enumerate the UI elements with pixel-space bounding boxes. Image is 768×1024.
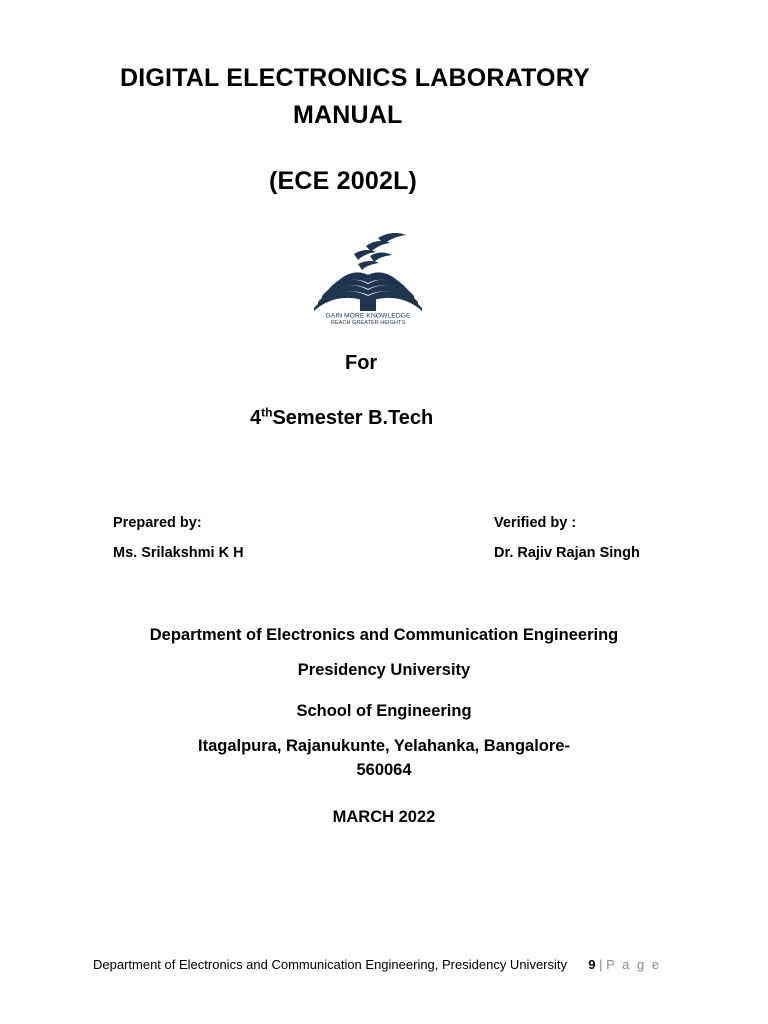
- semester-suffix: th: [261, 405, 273, 420]
- department-name: Department of Electronics and Communication Engineering: [149, 626, 619, 644]
- title-line-1: DIGITAL ELECTRONICS LABORATORY: [120, 64, 590, 92]
- verified-by-name: Dr. Rajiv Rajan Singh: [494, 545, 640, 561]
- verified-by-label: Verified by :: [494, 515, 577, 531]
- publication-date: MARCH 2022: [332, 808, 436, 826]
- prepared-by-label: Prepared by:: [113, 515, 202, 531]
- page-footer: [93, 957, 661, 972]
- semester-number: 4: [250, 407, 262, 429]
- prepared-by-name: Ms. Srilakshmi K H: [113, 545, 244, 561]
- address-line-2: 560064: [356, 761, 412, 779]
- semester-line: [250, 407, 433, 430]
- logo-emblem-icon: [308, 226, 428, 326]
- address-line-1: Itagalpura, Rajanukunte, Yelahanka, Bangalore-: [198, 737, 570, 755]
- title-line-2: MANUAL: [293, 101, 403, 129]
- logo-tagline-2: REACH GREATER HEIGHTS: [330, 320, 406, 326]
- footer-text: Department of Electronics and Communication Engineering, Presidency University: [93, 957, 567, 972]
- course-code: (ECE 2002L): [269, 167, 418, 195]
- university-name: Presidency University: [297, 661, 471, 679]
- for-label: For: [345, 352, 378, 374]
- logo-tagline-1: GAIN MORE KNOWLEDGE: [325, 312, 411, 320]
- semester-text: Semester B.Tech: [272, 407, 434, 429]
- footer-page-word: P a g e: [606, 957, 662, 972]
- university-logo: [308, 226, 428, 326]
- footer-separator: |: [599, 957, 603, 972]
- school-name: School of Engineering: [296, 702, 472, 720]
- footer-page-number: 9: [588, 957, 596, 972]
